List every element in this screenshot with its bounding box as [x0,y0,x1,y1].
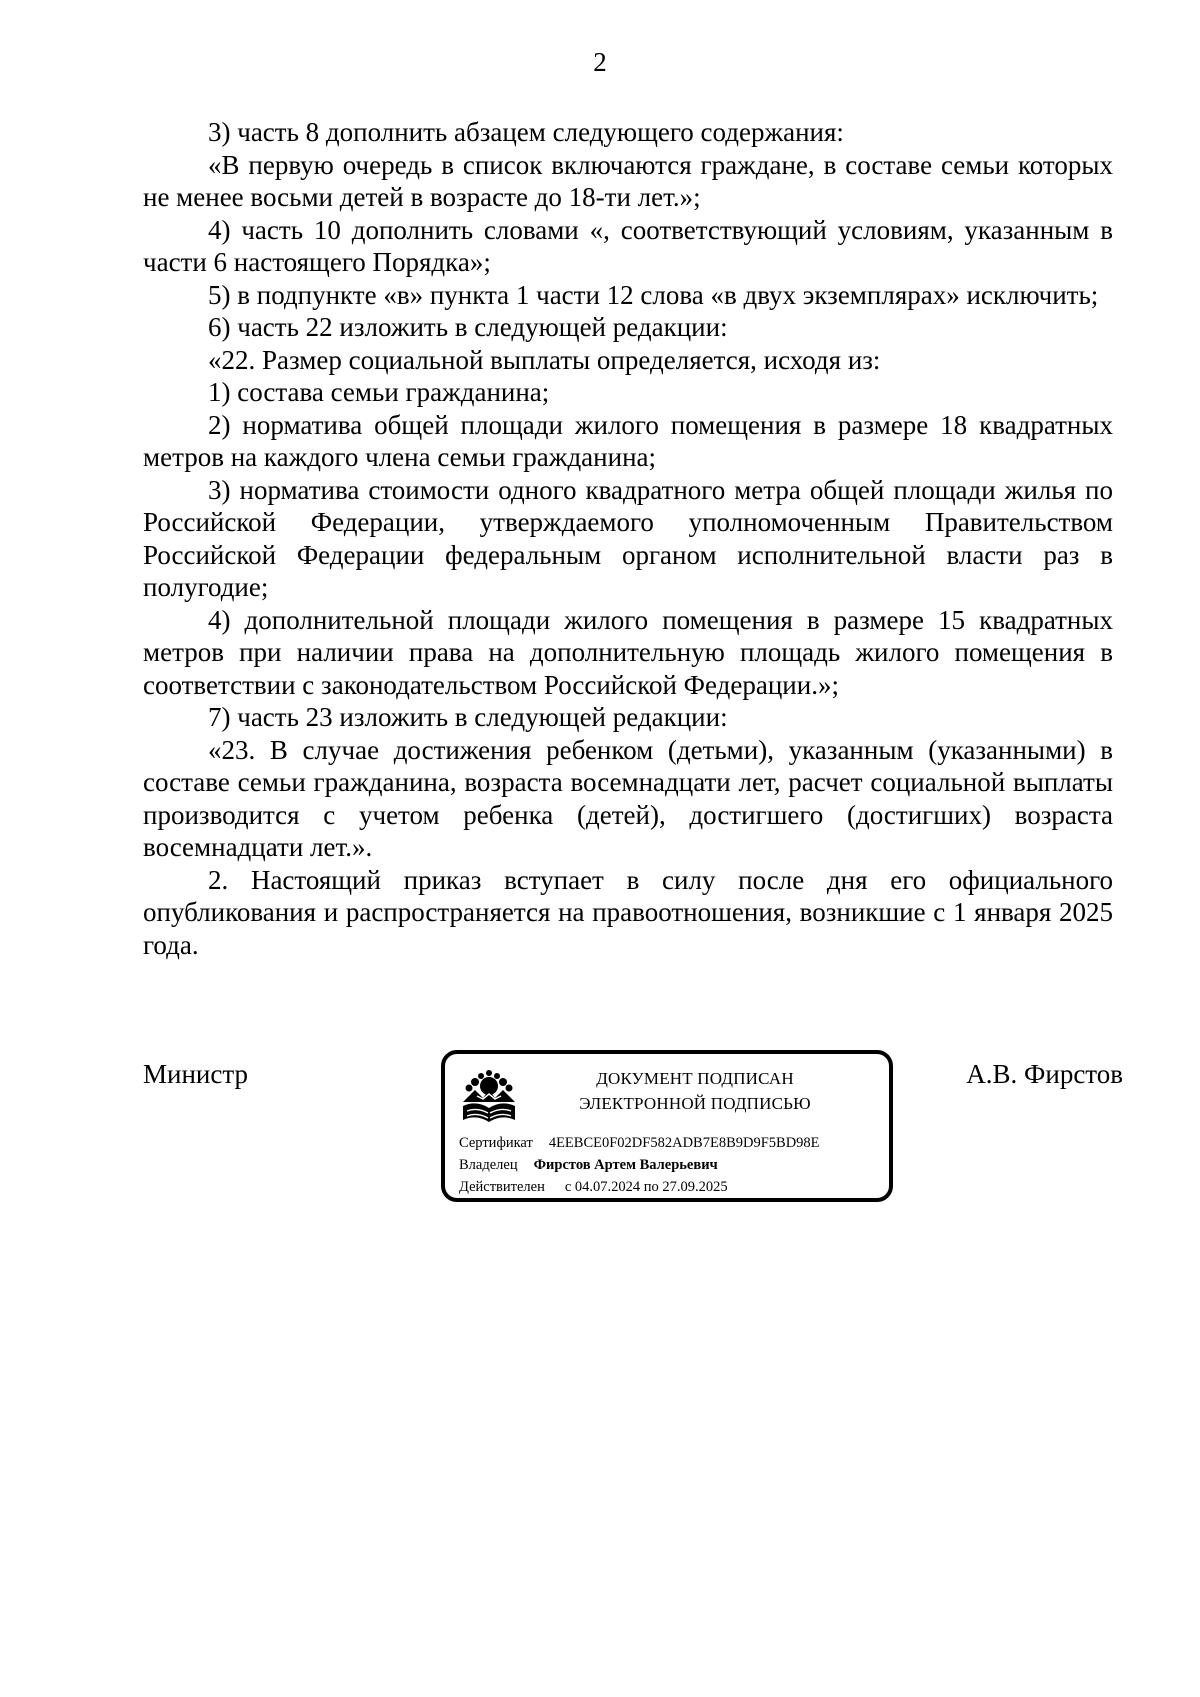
certificate-value: 4EEBCE0F02DF582ADB7E8B9D9F5BD98E [548,1135,820,1151]
page-number: 2 [593,47,607,77]
signer-title: Министр [143,1059,248,1089]
validity-value: с 04.07.2024 по 27.09.2025 [564,1179,728,1195]
paragraph: 4) дополнительной площади жилого помещения в размере 15 квадратных метров при наличии права на дополнительную площадь жилого помещения в соответствии с законодательством Российской Федерации.»; [143,604,1113,700]
paragraph: 3) часть 8 дополнить абзацем следующего содержания: [208,117,844,147]
paragraph: 2) норматива общей площади жилого помещения в размере 18 квадратных метров на каждого члена семьи гражданина; [143,409,1113,472]
paragraph: 5) в подпункте «в» пункта 1 части 12 слова «в двух экземплярах» исключить; [208,279,1099,310]
document-body [143,116,1113,961]
stamp-certificate-row [459,1133,820,1153]
signature-block [143,1050,1123,1230]
electronic-signature-stamp [441,1050,893,1202]
paragraph: «22. Размер социальной выплаты определяется, исходя из: [208,344,881,375]
paragraph: 1) состава семьи гражданина; [208,377,550,407]
paragraph: «В первую очередь в список включаются граждане, в составе семьи которых не менее восьми детей в возрасте до 18-ти лет.»; [143,149,1113,212]
owner-label: Владелец [459,1157,518,1173]
certificate-label: Сертификат [459,1135,533,1151]
owner-value: Фирстов Артем Валерьевич [533,1157,718,1173]
stamp-owner-row [459,1155,718,1175]
stamp-heading-line: ДОКУМЕНТ ПОДПИСАН [596,1069,794,1088]
stamp-heading-line: ЭЛЕКТРОННОЙ ПОДПИСЬЮ [579,1094,811,1113]
stamp-heading [525,1066,865,1116]
coat-of-arms-icon [459,1068,519,1130]
paragraph: 2. Настоящий приказ вступает в силу после дня его официального опубликования и распространяется на правоотношения, возникшие с 1 января 2025 года. [143,864,1113,960]
paragraph: 7) часть 23 изложить в следующей редакции: [208,702,728,732]
paragraph: 3) норматива стоимости одного квадратного метра общей площади жилья по Российской Федерации, утверждаемого уполномоченным Правительством Российской Федерации федеральным органом исполнительной власти раз в полугодие; [143,474,1113,602]
paragraph: 4) часть 10 дополнить словами «, соответствующий условиям, указанным в части 6 настоящего Порядка»; [143,214,1113,277]
stamp-validity-row [459,1177,728,1197]
paragraph: 6) часть 22 изложить в следующей редакции: [208,312,728,342]
paragraph: «23. В случае достижения ребенком (детьми), указанным (указанными) в составе семьи гражданина, возраста восемнадцати лет, расчет социальной выплаты производится с учетом ребенка (детей), достигшего (достигших) возраста восемнадцати лет.». [143,734,1113,862]
validity-label: Действителен [459,1179,545,1195]
signer-name: А.В. Фирстов [966,1059,1123,1089]
